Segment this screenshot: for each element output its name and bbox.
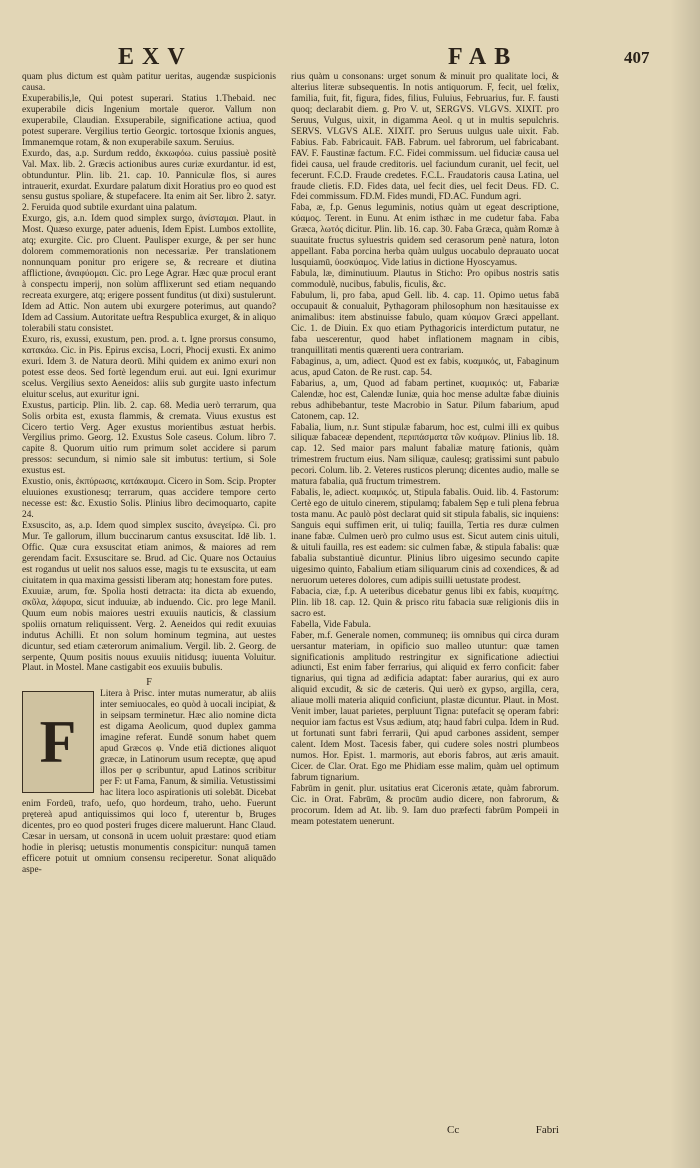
dictionary-entry: Exuro, ris, exussi, exustum, pen. prod. a. t. Igne prorsus consumo, κατακάω. Cic. in Pis. Epirus excisa, Locri, Phocij exusti. Ex animo exuri. Idem 3. de Natura deorū. Mihi quidem ex animo exuri non potest esse deos. Sed fortè legendum erui. aut eui. Igni exurimur scelus. Vergilius sexto Aeneidos: aliis sub gurgite uasto infectum eluitur scelus, aut exuritur igni. xyxy=(22,334,276,400)
running-head xyxy=(0,44,700,74)
dictionary-entry: Fabalia, lium, n.r. Sunt stipulæ fabarum, hoc est, culmi illi ex quibus siliquæ fabaceæ dependent, περιπάσματα τῶν κυάμων. Plinius lib. 18. cap. 12. Sed maior pars malunt fabaliæ maturę fationis, quàm trimestrem fructum eius. Nam siliquæ, caulesq; gratissimi sunt pabulo pecori. Colum. lib. 2. Veteres rusticos plerunq; dicentes audio, malle se matura fabalia, quā fructum trimestrem. xyxy=(291,422,559,488)
dictionary-entry: Exurgo, gis, a.n. Idem quod simplex surgo, ἀνίσταμαι. Plaut. in Most. Quæso exurge, pater aduenis, Idem Epist. Lumbos extollite, atq; exurgite. Cic. pro Cluent. Paulisper exurge, & per ser hunc dolorem commemorationis non necessariæ. Per translationem nonnunquam ponitur pro erigere se, & recreare et diutina afflictione, ἀναφύομαι. Cic. pro Lege Agrar. Hæc quæ procul erant à conspectu imperij, non solùm afflixerunt sed etiam nequando recreata exurgere, atq; erigere possent funditus (ut dixi) sustulerunt. Idem ad Attic. Non autem ubi exurgere poterimus, aut quando? Idem ad Cassium. Autoritate ueftra Respublica exurget, & in aliquo tolerabili statu consistet. xyxy=(22,214,276,334)
page-number: 407 xyxy=(624,48,650,67)
dictionary-entry: Faba, æ, f.p. Genus leguminis, notius quàm ut egeat descriptione, κύαμος. Terent. in Eunu. At enim isthæc in me cudetur faba. Faba Græca, λωτός dicitur. Plin. lib. 16. cap. 30. Faba Græca, quàm Romæ à suauitate fructus syluestris quidem sed cerasorum penè natura, loton appellant. Faba porcina herba quàm uulgus uocabulo deprauato uocat lusquiamū, ὑοσκύαμος. Vide latius in dictione Hyoscyamus. xyxy=(291,203,559,269)
page-footer xyxy=(291,1124,559,1138)
dictionary-entry: Fabaginus, a, um, adiect. Quod est ex fabis, κυαμικός, ut, Fabaginum acus, apud Caton. de Re rust. cap. 54. xyxy=(291,356,559,378)
dictionary-entry: Exustio, onis, ἐκπύρωσις, κατάκαυμα. Cicero in Som. Scip. Propter eluuiones exustionesq; terrarum, quas accidere tempore certo necesse est: &c. Exustio Solis. Plinius libro decimoquarto, capite 24. xyxy=(22,477,276,521)
initial-section xyxy=(22,678,276,875)
signature-mark: Cc xyxy=(447,1124,460,1136)
dictionary-entry: Fabulum, li, pro faba, apud Gell. lib. 4. cap. 11. Opimo uetus fabā occupauit & conualuit, Pythagoram philosophum non hæsitauisse ex animalibus: item abstinuisse fabulo, quam κύαμον Græci appellant. Cic. 1. de Diuin. Ex quo etiam Pythagoricis interdictum putatur, ne faba uescerentur, quod habet inflationem magnam in cibis, tranquillitati mentis quærenti uera contrariam. xyxy=(291,291,559,356)
catchword: Fabri xyxy=(535,1124,559,1136)
dictionary-entry: Exuuiæ, arum, fœ. Spolia hosti detracta: ita dicta ab exuendo, σκῦλα, λάφυρα, sicut induuiæ, ab induendo. Cic. pro lege Manil. Quum eum nobis maiores uestri exuuiis nauticis, & classium spoliis ornatum reliquissent. Verg. 2. Aeneidos qui redit exuuias indutus Achilli. Et non solum hominum tegmina, aut uestes dicuntur, sed etiam cæterorum animalium. Vergil. lib. 2. Georg. de serpente, Quum positis nouus exuuiis nitidusq; iuuenta Voluitur. Plaut. in Mostel. Mane castigabit eos exuuiis bubulis. xyxy=(22,586,276,674)
running-head-left: EXV xyxy=(118,44,193,70)
dictionary-entry: Exsuscito, as, a.p. Idem quod simplex suscito, ἀνεγείρω. Ci. pro Mur. Te gallorum, illum buccinarum cantus exsuscitat. Idē lib. 1. Offic. Quæ cura exsuscitat etiam animos, & maiores ad rem gerendam facit. Exsuscitare se. Brud. ad Cic. Quare nos Octauius est rogandus ut uelit nos saluos esse, magis tu te exsuscita, ut eam ciuitatem in qua maxima gessisti liberam atq; honestam fore putes. xyxy=(22,521,276,586)
right-column xyxy=(291,72,559,1112)
dictionary-entry: Exurdo, das, a.p. Surdum reddo, ἐκκωφόω. cuius passiuè positè Val. Max. lib. 2. Græcis actionibus aures curiæ exurdantur. id est, obtunduntur. Plin. lib. 21. cap. 10. Panniculæ flos, si aures intrauerit, exurdat. Exurdare palatum dixit Horatius pro eo quod est sensu gustus spoliare, & stupefacere. Ita enim ait Ser. libro 2. satyr. 2. Feruida quod subtile exurdant uina palatum. xyxy=(22,148,276,214)
dictionary-entry: Fabula, læ, diminutiuum. Plautus in Sticho: Pro opibus nostris satis commodulè, nucibus, fabulis, ficulis, &c. xyxy=(291,269,559,291)
dictionary-entry: Exustus, particip. Plin. lib. 2. cap. 68. Media uerò terrarum, qua Solis orbita est, exusta flammis, & cremata. Viuus exustus est Cicero tertio Verg. Ager exustus morientibus æstuat herbis. Vergilius primo. Georg. 12. Exustus Sole caseus. Colum. libro 7. capite 8. Quorum uitio rum primum solet accidere si parum pressos: secundum, si nimio sale sit imbutus: tertium, si Sole exustus est. xyxy=(22,400,276,477)
section-heading: F xyxy=(146,677,152,689)
page-edge-shadow xyxy=(670,0,700,1168)
dictionary-entry: rius quàm u consonans: urget sonum & minuit pro qualitate loci, & alterius literæ subsequentis. In notis antiquorum. F, fecit, uel fœlix, familia, fuit, fit, figura, fides, filius, Fuluius, Februarius, fur. F. fausti quoq; declarabit diem. g. Pro V. ut, SERGVS. VLGVS. XIXIT. pro Seruus, Vulgus, uixit, in digamma Aeol. q ut in multis sepulchris. SERVS. VLGVS ALE. XIXIT. pro Seruus uulgus uale uixit. Fab. Fabius. Fab. Fabricauit. FAB. Fabrum. uel fabrorum, uel fabricabant. FAV. F. Faustinæ factum. F.C. Fidei commissum. uel fiduciæ causa uel fidei causa, uel fraude creditoris. uel faciundum curanit, uel fecit, uel fecerunt. F.C.D. Fraude credetes. F.C.L. Fraudatoris causa Latina, uel fraude clietis. F.D. Fides data, uel fecit dies, uel fecit Deus. FD. C. Fdei commissum. FD.M. Fides mundi, FD.AC. Fundum agri. xyxy=(291,72,559,203)
dictionary-entry: Fabacia, ciæ, f.p. A ueteribus dicebatur genus libi ex fabis, κυαμίτης. Plin. lib 18. cap. 12. Quin & prisco ritu fabacia suæ religionis diis in sacro est. xyxy=(291,586,559,619)
dictionary-entry: Fabalis, le, adiect. κυαμικός. ut, Stipula fabalis. Ouid. lib. 4. Fastorum: Certè ego de uitulo cinerem, stipulamq; fabalem Sęp e tuli plena februa tosta manu. Ac paulò pòst declarat quid sit stipula fabalis, sic inquiens: Sanguis equi suffimen erit, ui tuliq; fauilla, Tertia res duræ culmen inane fabæ. Culmen uerò pro culmo usus est. Sicut autem cinis uituli, & uituli fauilla, res est eadem: sic culmen fabæ, & stipula fabalis: quæ fabalia substantiuè dicuntur. Plinius libro uigesimo secundo capite uigesimo quinto, Fabalium etiam siliquarum cinis ad coxendices, & ad neruorum ueteres dolores, cum adipis suilli uetustate prodest. xyxy=(291,488,559,586)
initial-paragraph: Litera à Prisc. inter mutas numeratur, ab aliis inter semiuocales, eo quòd à uocali incipiat, & in seipsam terminetur. Hæc alio nomine dicta est digama Aeolicum, quod duplex gamma imagine referat. Eundē sonum habet quem apud Græcos φ. Vnde etiā dictiones aliquot græcæ, in Latinorum usum receptæ, quę apud illos per φ scribuntur, apud Latinos scribitur per F: ut Fama, Fanum, & similia. Vetustissimi hac litera loco aspirationis uti solebāt. Dicebat enim Fordeū, trafo, uefo, quo hordeum, traho, ueho. Fuerunt prętereà apud antiquissimos qui loco f, uterentur b, Bruges dicentes, pro eo quod posteri fruges dicere maluerunt. Hanc Claud. Cæsar in uersam, ut consonā in ucem uoluit præstare: quod etiam hodie in plerisq; uetustis monumentis conspicitur: nunquā tamen efficere potuit ut omnium consensu reciperetur. Sonat aliquādo aspe- xyxy=(22,689,276,875)
left-column xyxy=(22,72,276,1132)
dictionary-entry: Fabella, Vide Fabula. xyxy=(291,619,371,630)
decorated-initial: F xyxy=(22,691,94,793)
dictionary-entry: Fabrūm in genit. plur. usitatius erat Ciceronis ætate, quàm fabrorum. Cic. in Orat. Fabrūm, & procūm audio dicere, non fabrorum, & procorum. Idem ad At. lib. 9. Iam duo præfecti fabrūm Pompeii in meam potestatem uenerunt. xyxy=(291,783,559,827)
running-head-right: FAB xyxy=(448,44,519,70)
dictionary-entry: Faber, m.f. Generale nomen, communeq; iis omnibus qui circa duram uersantur materiam, in opificio suo malleo utuntur: quæ tamen significationis amplitudo restringitur ex significatione adiectiui adiuncti, Est enim faber ferrarius, qui aliquid ex ferro conficit: faber tignarius, qui tigna ad ædificia adaptat: faber aurarius, qui ex auro aliquid excudit, & sic de cæteris. Qui uerò ex gypso, argilla, cera, aliaue molli materia aliquid conficiunt, plastæ dicuntur. Plaut. in Most. Venit imber, lauat parietes, perpluunt Tigna: putefacit sę operam fabri: nequior iam factus est Vsus ædium, atq; haud fabri culpa. Idem in Rud. ut fortunati sunt fabri ferrarii, Qui apud carbones assident, semper calent. Idem Most. Tacesis faber, qui cudere soles nostri plumbeos numos. Hor. Epist. 1. marmoris, aut eboris fabros, aut æris amauit. Cicer. de Clar. Orat. Ego me Phidiam esse malim, quàm uel optimum fabrum tignarium. xyxy=(291,630,559,783)
dictionary-entry: quam plus dictum est quàm patitur ueritas, augendæ suspicionis causa. xyxy=(22,72,276,93)
dictionary-entry: Fabarius, a, um, Quod ad fabam pertinet, κυαμικός: ut, Fabariæ Calendæ, hoc est, Calendæ Iuniæ, quia hoc mense adultæ fabæ diuinis rebus adhibebantur, teste Macrobio in Satur. Pilum fabarium, apud Catonem, cap. 12. xyxy=(291,378,559,422)
dictionary-entry: Exuperabilis,le, Qui potest superari. Statius 1.Thebaid. nec exuperabile dicis Ingenium mortale queror. Vallum non exuperabile, Claudian. Exsuperabile, significatione actiua, quod potest superare. Vergilius tertio Georgic. tortosque Ixionis angues, Immanemque rotam, & non exuperabile saxum. Seruius. xyxy=(22,93,276,148)
